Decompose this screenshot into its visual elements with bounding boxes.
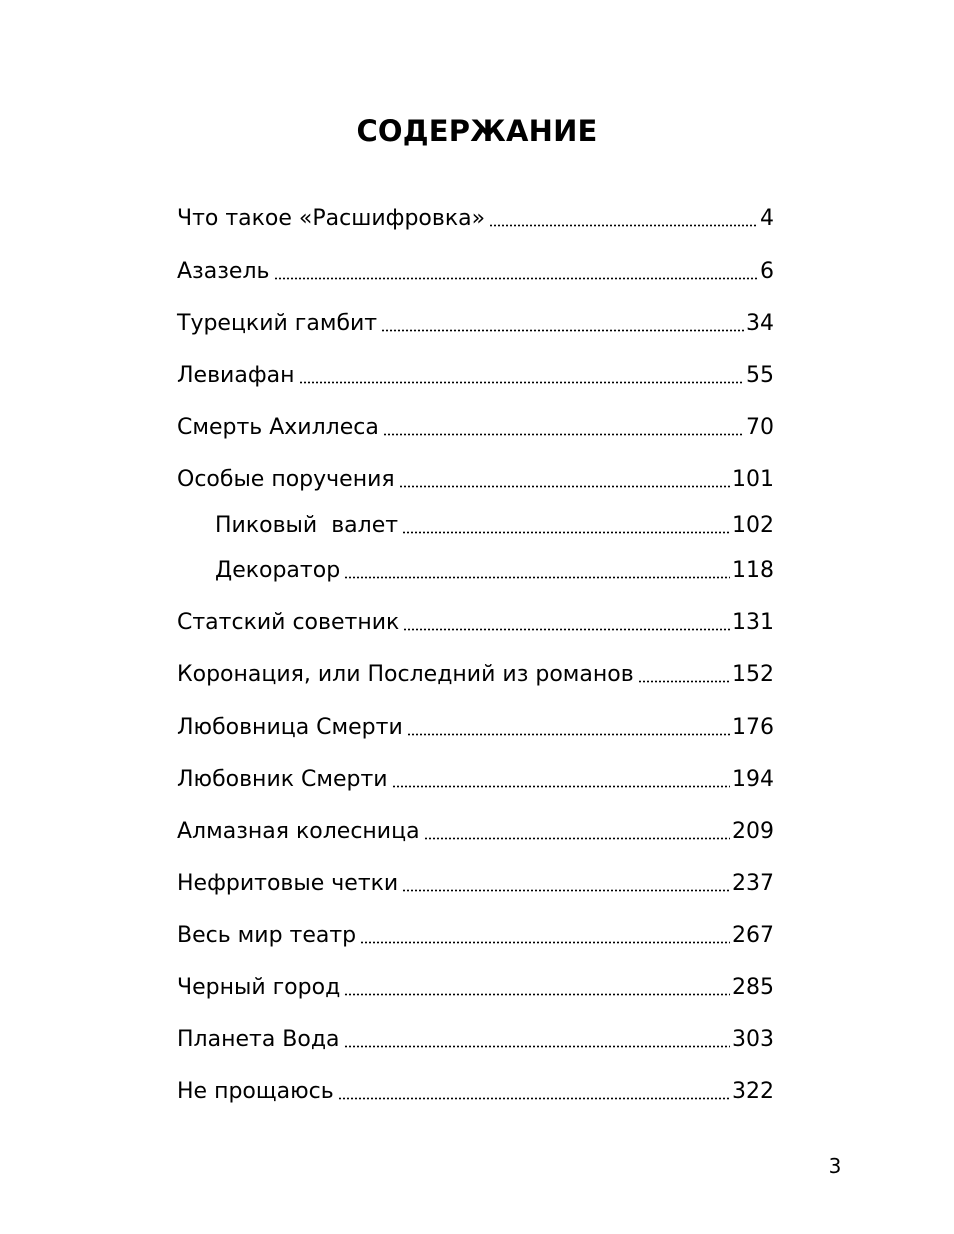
toc-entry-title: Алмазная колесница — [177, 819, 420, 844]
toc-entry-title: Пиковый валет — [215, 513, 399, 538]
toc-entry — [177, 866, 774, 898]
toc-entry-title: Любовница Смерти — [177, 715, 403, 740]
toc-entry — [177, 605, 774, 637]
toc-entry-page: 55 — [746, 363, 774, 388]
toc-entry-title: Нефритовые четки — [177, 871, 399, 896]
toc-dot-leader — [338, 1097, 730, 1100]
toc-dot-leader — [399, 485, 730, 488]
toc-entry-title: Планета Вода — [177, 1027, 340, 1052]
toc-entry-page: 267 — [732, 923, 774, 948]
toc-entry-page: 285 — [732, 975, 774, 1000]
toc-entry-page: 237 — [732, 871, 774, 896]
toc-entry — [177, 1074, 774, 1106]
page-number: 3 — [828, 1154, 842, 1178]
toc-entry-title: Турецкий гамбит — [177, 311, 378, 336]
toc-entry-title: Левиафан — [177, 363, 295, 388]
toc-entry — [177, 710, 774, 742]
toc-entry-title: Азазель — [177, 259, 270, 284]
toc-subentry — [215, 553, 774, 585]
toc-entry-title: Декоратор — [215, 558, 341, 583]
toc-entry — [177, 814, 774, 846]
toc-entry-page: 102 — [732, 513, 774, 538]
toc-entry-title: Любовник Смерти — [177, 767, 388, 792]
toc-entry-page: 34 — [746, 311, 774, 336]
toc-entry-title: Статский советник — [177, 610, 400, 635]
toc-dot-leader — [402, 889, 730, 892]
toc-entry — [177, 358, 774, 390]
toc-entry-page: 118 — [732, 558, 774, 583]
toc-entry — [177, 306, 774, 338]
toc-entry — [177, 918, 774, 950]
toc-dot-leader — [407, 733, 730, 736]
toc-dot-leader — [274, 277, 759, 280]
toc-entry-page: 4 — [760, 206, 774, 231]
toc-entry-page: 131 — [732, 610, 774, 635]
page-title: СОДЕРЖАНИЕ — [356, 114, 598, 148]
toc-entry — [177, 254, 774, 286]
toc-entry-page: 70 — [746, 415, 774, 440]
toc-entry-title: Черный город — [177, 975, 341, 1000]
toc-subentry — [215, 508, 774, 540]
toc-entry-page: 176 — [732, 715, 774, 740]
toc-dot-leader — [402, 531, 730, 534]
toc-entry — [177, 1022, 774, 1054]
toc-entry-page: 322 — [732, 1079, 774, 1104]
toc-dot-leader — [344, 1045, 730, 1048]
toc-entry-title: Что такое «Расшифровка» — [177, 206, 486, 231]
toc-entry-page: 303 — [732, 1027, 774, 1052]
toc-dot-leader — [638, 680, 730, 683]
toc-dot-leader — [403, 628, 730, 631]
toc-entry — [177, 762, 774, 794]
toc-entry-title: Смерть Ахиллеса — [177, 415, 379, 440]
toc-dot-leader — [344, 576, 730, 579]
toc-entry-title: Не прощаюсь — [177, 1079, 334, 1104]
toc-entry-page: 101 — [732, 467, 774, 492]
toc-entry — [177, 410, 774, 442]
toc-dot-leader — [299, 381, 745, 384]
toc-entry-page: 6 — [760, 259, 774, 284]
toc-dot-leader — [360, 941, 730, 944]
toc-entry-title: Весь мир театр — [177, 923, 357, 948]
toc-entry-title: Коронация, или Последний из романов — [177, 662, 634, 687]
toc-entry-page: 209 — [732, 819, 774, 844]
toc-entry — [177, 201, 774, 233]
toc-entry-page: 152 — [732, 662, 774, 687]
toc-dot-leader — [424, 837, 730, 840]
toc-dot-leader — [381, 329, 744, 332]
toc-dot-leader — [344, 993, 730, 996]
toc-dot-leader — [383, 433, 744, 436]
toc-dot-leader — [489, 224, 758, 227]
toc-entry — [177, 462, 774, 494]
toc-entry-title: Особые поручения — [177, 467, 395, 492]
toc-entry — [177, 657, 774, 689]
toc-entry-page: 194 — [732, 767, 774, 792]
toc-dot-leader — [392, 785, 730, 788]
toc-entry — [177, 970, 774, 1002]
